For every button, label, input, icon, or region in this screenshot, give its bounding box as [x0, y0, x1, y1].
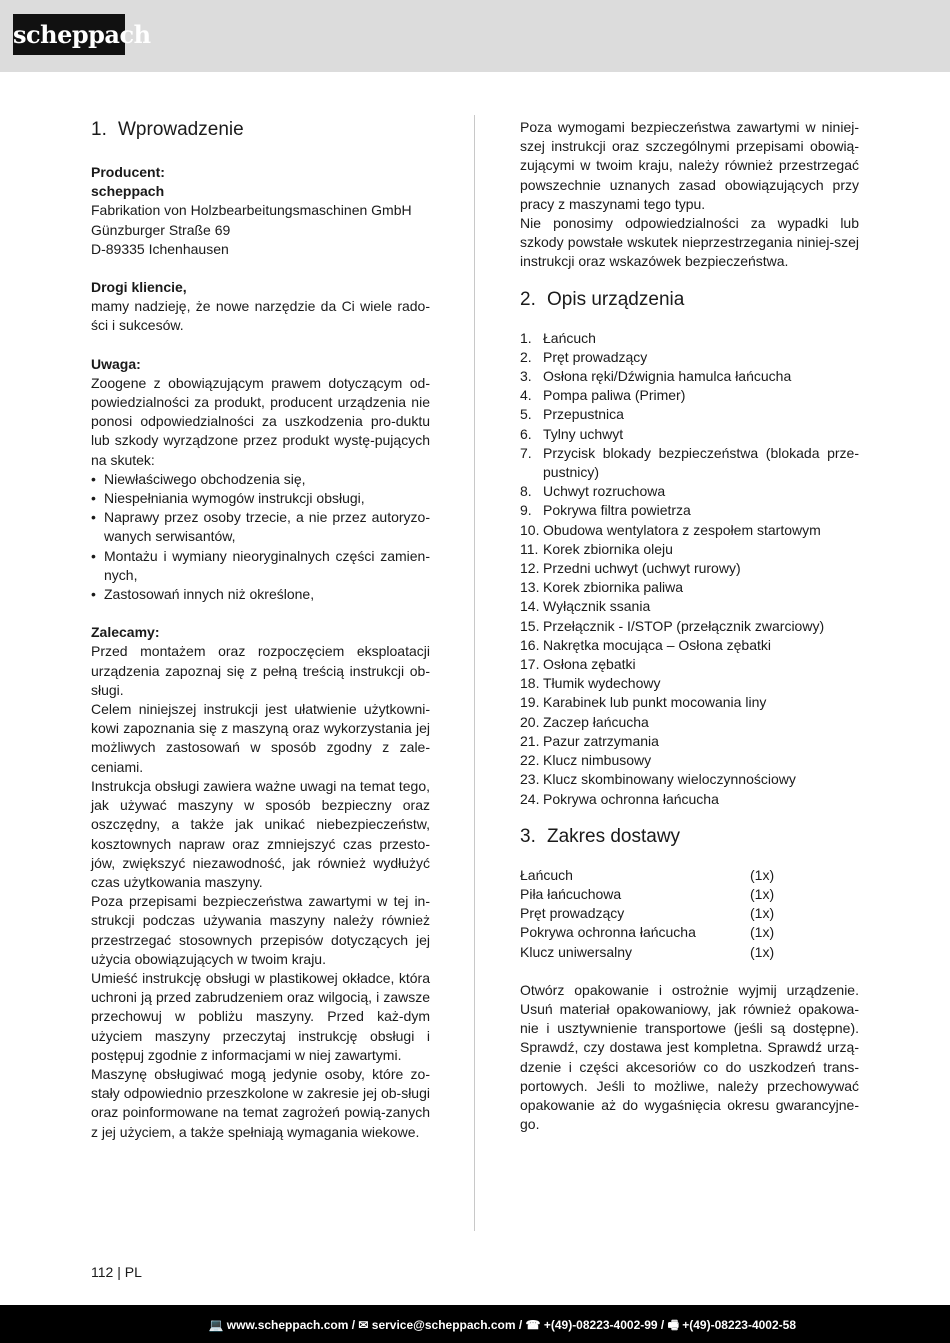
- table-row: Łańcuch (1x): [520, 866, 775, 883]
- section-heading-intro: 1. Wprowadzenie: [91, 119, 244, 140]
- producer-line: scheppach: [91, 183, 165, 200]
- producer-line: D-89335 Ichenhausen: [91, 240, 229, 257]
- left-column: [91, 118, 430, 1142]
- list-item: 16. Nakrętka mocująca – Osłona zębatki: [520, 636, 771, 653]
- recommend-paragraph: Instrukcja obsługi zawiera ważne uwagi na temat tego, jak używać maszyny w sposób bezpieczny oraz oszczędny, a także jak unikać niebezpieczeństw, kosztownych napraw oraz zmniejszyć czas przesto-jów, zwiększyć niezawodność, jak również wydłużyć czas użytkowania maszyny.: [91, 777, 430, 890]
- recommend-paragraph: Celem niniejszej instrukcji jest ułatwienie użytkowni-kowi zapoznania się z maszyną oraz wykorzystania jej możliwych zastosowań w sposób zgodny z zale-ceniami.: [91, 701, 430, 775]
- list-item: 9. Pokrywa filtra powietrza: [520, 502, 691, 519]
- list-item: 3. Osłona ręki/Dźwignia hamulca łańcucha: [520, 368, 792, 385]
- list-item: 15. Przełącznik - I/STOP (przełącznik zwarciowy): [520, 617, 825, 634]
- table-row: Pręt prowadzący (1x): [520, 905, 775, 922]
- right-column: [520, 118, 859, 1134]
- dear-customer-text: mamy nadzieję, że nowe narzędzie da Ci wiele rado-ści i sukcesów.: [91, 298, 430, 334]
- section-heading-description: 2. Opis urządzenia: [520, 288, 685, 310]
- list-item: 18. Tłumik wydechowy: [520, 675, 661, 692]
- list-item: • Niespełniania wymogów instrukcji obsługi,: [91, 489, 430, 508]
- recommend-paragraph: Przed montażem oraz rozpoczęciem eksploatacji urządzenia zapoznaj się z pełną treścią instrukcji ob-sługi.: [91, 643, 430, 698]
- list-item: 5. Przepustnica: [520, 406, 624, 423]
- note-text: Zoogene z obowiązującym prawem dotyczącym od-powiedzialności za produkt, producent urządzenia nie ponosi odpowiedzialności za uszkodzenia pro-duktu lub szkody wyrządzone przez produkt wystę-pujących na skutek:: [91, 374, 430, 468]
- dear-customer-label: Drogi kliencie,: [91, 279, 187, 296]
- producer-label: Producent:: [91, 164, 165, 180]
- list-item: 13. Korek zbiornika paliwa: [520, 579, 684, 596]
- page-number: 112 | PL: [91, 1264, 142, 1280]
- table-row: Klucz uniwersalny (1x): [520, 943, 775, 960]
- intro-paragraph: Poza wymogami bezpieczeństwa zawartymi w niniej-szej instrukcji oraz szczególnymi przepisami obowią-zującymi w twoim kraju, należy również przestrzegać powszechnie uznanych zasad obowiązujących przy pracy z maszynami tego typu.: [520, 119, 859, 212]
- supply-table: [520, 866, 774, 962]
- list-item: • Montażu i wymiany nieoryginalnych części zamien-nych,: [91, 547, 430, 585]
- list-item: 20. Zaczep łańcucha: [520, 713, 649, 730]
- list-item: 19. Karabinek lub punkt mocowania liny: [520, 694, 767, 711]
- table-row: Piła łańcuchowa (1x): [520, 885, 775, 902]
- producer-line: Günzburger Straße 69: [91, 221, 231, 238]
- header-bar: [0, 0, 950, 72]
- list-item: 7. Przycisk blokady bezpieczeństwa (blokada prze-pustnicy): [520, 444, 859, 481]
- section-heading-supply: 3. Zakres dostawy: [520, 825, 681, 847]
- list-item: 2. Pręt prowadzący: [520, 348, 648, 365]
- recommend-paragraph: Maszynę obsługiwać mogą jedynie osoby, które zo-stały odpowiednio przeszkolone w zakresie jej ob-sługi oraz poinformowane na temat zagrożeń powią-zanych z jej użyciem, a także spełniają wymagania wiekowe.: [91, 1065, 430, 1140]
- table-row: Pokrywa ochronna łańcucha (1x): [520, 924, 775, 941]
- note-bullet-list: [91, 470, 430, 604]
- list-item: 24. Pokrywa ochronna łańcucha: [520, 790, 719, 807]
- list-item: 17. Osłona zębatki: [520, 656, 636, 673]
- unpack-text: Otwórz opakowanie i ostrożnie wyjmij urządzenie. Usuń materiał opakowaniowy, jak również opakowa-nie i usztywnienie transportowe (jeśli są dostępne). Sprawdź, czy dostawa jest kompletna. Sprawdź urzą-dzenie i części akcesoriów co do uszkodzeń trans-portowych. Jeśli to możliwe, należy przechowywać opakowanie aż do wygaśnięcia okresu gwarancyjne-go.: [520, 981, 859, 1133]
- list-item: 8. Uchwyt rozruchowa: [520, 483, 666, 500]
- list-item: 23. Klucz skombinowany wieloczynnościowy: [520, 771, 796, 788]
- recommend-paragraph: Umieść instrukcję obsługi w plastikowej okładce, która uchroni ją przed zabrudzeniem oraz wilgocią, i zawsze przechowuj w pobliżu maszyny. Przed każ-dym użyciem maszyny przeczytaj instrukcję obsługi i postępuj zgodnie z informacjami w niej zawartymi.: [91, 969, 430, 1063]
- recommend-paragraph: Poza przepisami bezpieczeństwa zawartymi w tej in-strukcji podczas używania maszyny należy również przestrzegać stosownych przepisów dotyczących jej użycia obowiązujących w twoim kraju.: [91, 893, 430, 967]
- footer-contact: 💻 www.scheppach.com / ✉ service@scheppach.com / ☎ +(49)-08223-4002-99 / 🖷 +(49)-08223-4002-58: [208, 1318, 796, 1332]
- list-item: 14. Wyłącznik ssania: [520, 598, 651, 615]
- brand-logo: scheppach: [13, 14, 125, 55]
- list-item: 12. Przedni uchwyt (uchwyt rurowy): [520, 560, 741, 577]
- list-item: 21. Pazur zatrzymania: [520, 732, 659, 749]
- column-divider: [474, 115, 475, 1231]
- list-item: 10. Obudowa wentylatora z zespołem startowym: [520, 521, 821, 538]
- intro-paragraph: Nie ponosimy odpowiedzialności za wypadki lub szkody powstałe wskutek nieprzestrzegania niniej-szej instrukcji oraz wskazówek bezpieczeństwa.: [520, 215, 859, 270]
- recommend-label: Zalecamy:: [91, 624, 160, 641]
- list-item: • Niewłaściwego obchodzenia się,: [91, 470, 430, 489]
- parts-list: [520, 329, 859, 809]
- list-item: • Zastosowań innych niż określone,: [91, 585, 430, 604]
- list-item: 11. Korek zbiornika oleju: [520, 540, 673, 557]
- note-label: Uwaga:: [91, 355, 141, 372]
- list-item: 22. Klucz nimbusowy: [520, 752, 652, 769]
- list-item: 6. Tylny uchwyt: [520, 425, 624, 442]
- list-item: 4. Pompa paliwa (Primer): [520, 387, 686, 404]
- producer-line: Fabrikation von Holzbearbeitungsmaschinen GmbH: [91, 202, 412, 219]
- list-item: • Naprawy przez osoby trzecie, a nie przez autoryzo-wanych serwisantów,: [91, 508, 430, 546]
- list-item: 1. Łańcuch: [520, 329, 596, 346]
